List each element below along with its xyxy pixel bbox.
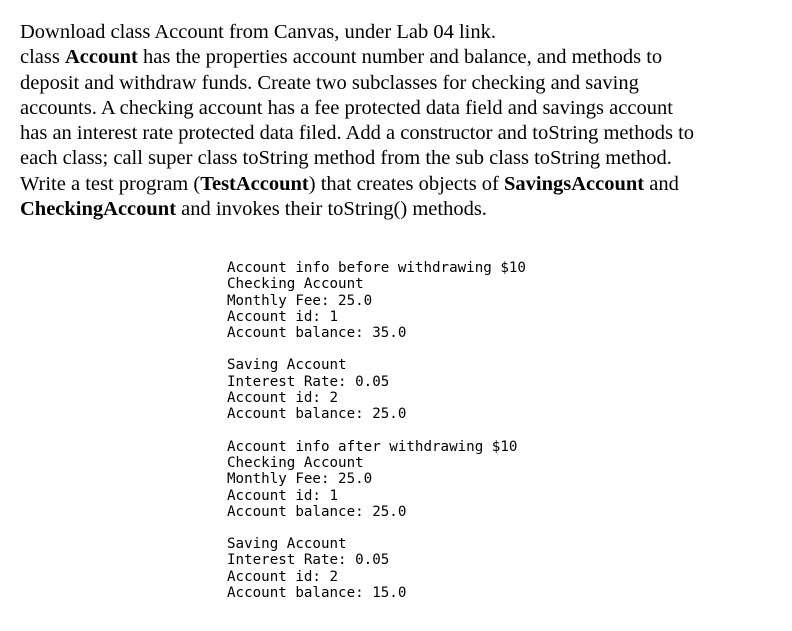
output-line: Account id: 1 (227, 308, 339, 325)
output-line: Checking Account (227, 276, 364, 293)
instruction-line (20, 20, 780, 45)
instruction-text: ) that creates objects of (308, 172, 504, 195)
class-name-bold: TestAccount (200, 172, 309, 195)
instruction-text: and (644, 172, 679, 195)
output-block-gap (227, 341, 526, 357)
assignment-instructions (20, 20, 780, 222)
instruction-line (20, 45, 780, 70)
output-line: Monthly Fee: 25.0 (227, 292, 373, 309)
output-line: Account id: 2 (227, 568, 339, 585)
output-line: Monthly Fee: 25.0 (227, 471, 373, 488)
instruction-text: deposit and withdraw funds. Create two subclasses for checking and saving (20, 71, 639, 94)
instruction-text: Download class Account from Canvas, under Lab 04 link. (20, 21, 496, 43)
output-line: Checking Account (227, 454, 364, 471)
instruction-line (20, 71, 780, 96)
instruction-line (20, 121, 780, 146)
output-line: Account info before withdrawing $10 (227, 260, 526, 276)
output-line: Account balance: 25.0 (227, 503, 407, 520)
instruction-line (20, 96, 780, 121)
output-line: Account info after withdrawing $10 (227, 438, 518, 455)
instruction-text: has the properties account number and balance, and methods to (137, 46, 663, 69)
instruction-text: each class; call super class toString method from the sub class toString method. (20, 147, 672, 170)
output-line: Interest Rate: 0.05 (227, 373, 390, 390)
class-name-bold: Account (64, 46, 138, 69)
instruction-text: and invokes their toString() methods. (176, 198, 487, 221)
class-name-bold: SavingsAccount (504, 172, 645, 195)
output-line: Account id: 1 (227, 487, 339, 504)
class-name-bold: CheckingAccount (20, 198, 177, 221)
instruction-text: accounts. A checking account has a fee protected data field and savings account (20, 96, 673, 119)
output-line: Saving Account (227, 357, 347, 374)
instruction-text: has an interest rate protected data filed. Add a constructor and toString methods to (20, 122, 695, 145)
output-line: Account balance: 25.0 (227, 406, 407, 423)
output-line: Account balance: 35.0 (227, 325, 407, 342)
output-line: Account balance: 15.0 (227, 585, 407, 602)
instruction-line (20, 197, 780, 222)
instruction-line (20, 146, 780, 171)
sample-console-output (227, 260, 526, 601)
output-block-gap (227, 520, 526, 536)
output-line: Account id: 2 (227, 390, 339, 407)
instruction-line (20, 172, 780, 197)
instruction-text: Write a test program ( (20, 172, 201, 195)
instruction-text: class (20, 46, 65, 69)
output-line: Saving Account (227, 536, 347, 553)
output-block-gap (227, 423, 526, 439)
output-line: Interest Rate: 0.05 (227, 552, 390, 569)
